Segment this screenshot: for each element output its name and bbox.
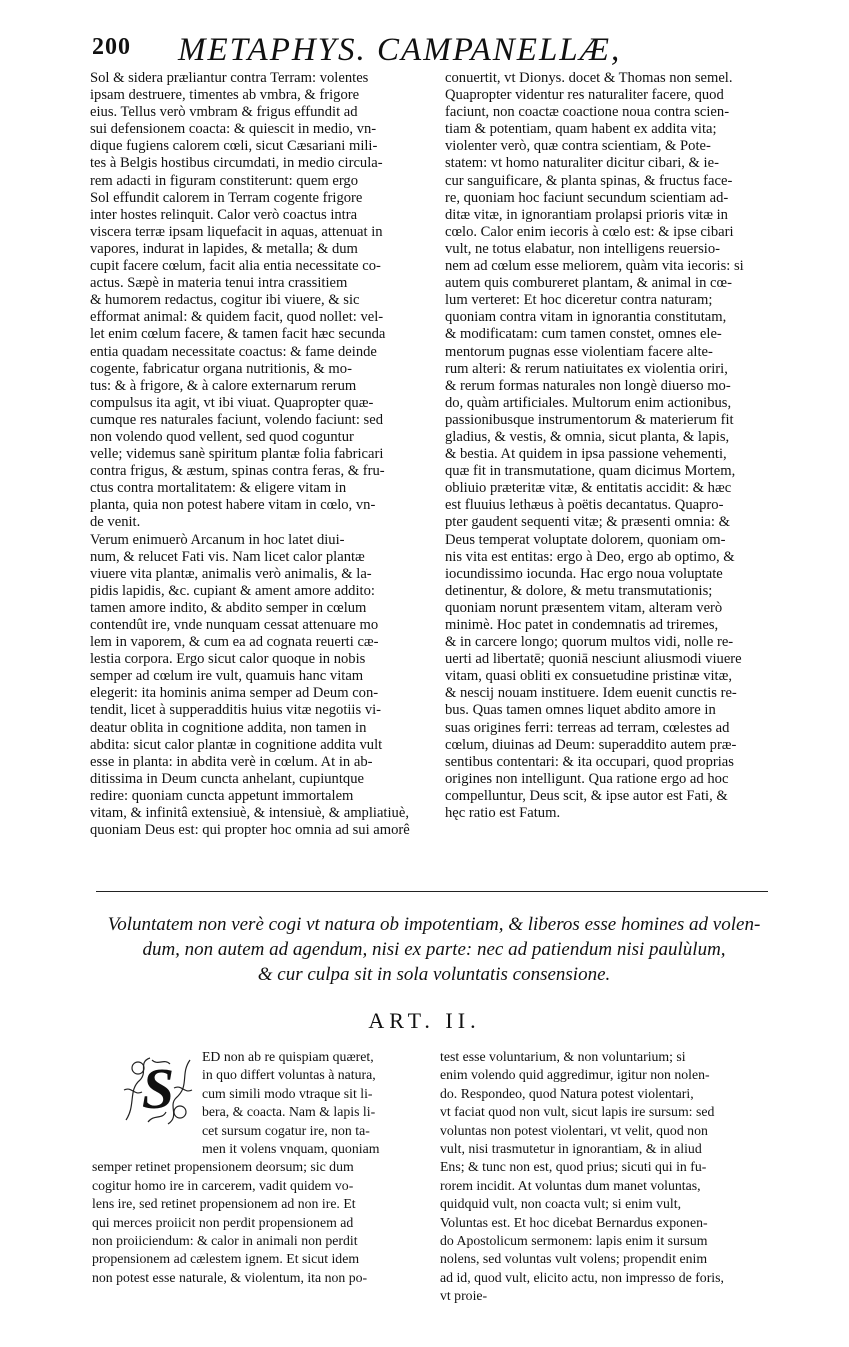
text-line: est fluuius lethæus à poëtis decantatus. Quapro- (445, 497, 724, 514)
right-column-top (445, 70, 770, 822)
text-line: sentibus contentari: & ita occupari, quod proprias (445, 753, 734, 770)
text-line: nis vita est entitas: ergo à Deo, ergo ab optimo, & (445, 548, 735, 565)
text-line: cupit facere cœlum, facit alia entia necessitate co- (90, 258, 381, 275)
text-line: Quapropter videntur res naturaliter facere, quod (445, 87, 724, 104)
left-column-bottom (92, 1048, 432, 1287)
text-line: esse in planta: in abdita verè in cœlum. At in ab- (90, 753, 373, 770)
text-line: cum simili modo vtraque sit li- (202, 1085, 373, 1101)
text-line: voluntas non potest violentari, vt velit, quod non (440, 1122, 708, 1138)
article-summary (94, 912, 774, 987)
text-line: enim volendo quid aggredimur, igitur non nolen- (440, 1067, 710, 1083)
text-line: non volendo quod vellent, sed quod coguntur (90, 428, 354, 445)
text-line: velle; videmus sanè spiritum plantæ folia fabricari (90, 446, 384, 463)
text-line: planta, quia non potest habere vitam in cœlo, vn- (90, 497, 376, 514)
page-header (92, 32, 772, 72)
text-line: rum alteri: & rerum natiuitates ex violentia oriri, (445, 360, 728, 377)
text-line: autem quis combureret plantam, & animal in cœ- (445, 275, 732, 292)
text-line: elegerit: ita hominis anima semper ad Deum con- (90, 685, 379, 702)
text-line: vt faciat quod non vult, sicut lapis ire sursum: sed (440, 1104, 715, 1120)
text-line: qui merces proiicit non perdit propensionem ad (92, 1214, 354, 1230)
text-line: let enim cœlum facere, & tamen facit hæc secunda (90, 326, 386, 343)
text-line: do. Respondeo, quod Natura potest violentari, (440, 1085, 694, 1101)
text-line: lem in vaporem, & cum ea ad cognata reuerti cæ- (90, 634, 379, 651)
text-line: rem adacti in figuram constiterunt: quem ergo (90, 172, 359, 189)
text-line: dique fugiens calorem cœli, sicut Cæsariani mili- (90, 138, 378, 155)
text-line: cœlum, diuinas ad Deum: superaddito autem præ- (445, 736, 737, 753)
text-line: quæ fit in transmutatione, quam dicimus Mortem, (445, 463, 736, 480)
text-line: ED non ab re quispiam quæret, (202, 1049, 374, 1064)
text-line: pidis lapidis, &c. cupiant & ament amore addito: (90, 582, 375, 599)
text-line: faciunt, non coactæ coactione noua contra scien- (445, 104, 730, 121)
text-line: quidquid vult, non coacta vult; si enim vult, (440, 1196, 682, 1212)
text-line: vt proie- (440, 1288, 488, 1304)
text-line: Voluntatem non verè cogi vt natura ob impotentiam, & liberos esse homines ad volen- (107, 914, 761, 935)
text-line: tendit, licet à supperadditis huius vitæ negotiis vi- (90, 702, 382, 719)
text-line: deatur oblita in cognitione addita, non tamen in (90, 719, 367, 736)
divider-rule (96, 891, 768, 892)
text-line: Sol effundit calorem in Terram cogente frigore (90, 189, 363, 206)
text-line: & nescij nouam instituere. Idem euenit cunctis re- (445, 685, 737, 702)
text-line: test esse voluntarium, & non voluntarium; si (440, 1049, 686, 1064)
page-number: 200 (92, 34, 131, 60)
text-line: vult, ne totus elabatur, non intelligens reuersio- (445, 240, 721, 257)
text-line: semper ad cœlum ire vult, quamuis hanc vitam (90, 668, 364, 685)
text-line: bera, & coacta. Nam & lapis li- (202, 1104, 376, 1120)
text-line: cur sanguificare, & planta spinas, & fructus face- (445, 172, 733, 189)
text-line: viuere vita plantæ, animalis verò animalis, & la- (90, 565, 372, 582)
text-line: uerti ad libertatē; quoniā nesciunt aliusmodi viuere (445, 651, 742, 668)
text-line: men it volens vnquam, quoniam (202, 1141, 380, 1157)
text-line: nolens, sed voluntas vult volens; propendit enim (440, 1251, 708, 1267)
text-line: cogente, fabricatur organa nutritionis, & mo- (90, 360, 352, 377)
text-line: re, quoniam hoc faciunt secundum scientiam ad- (445, 189, 729, 206)
text-line: non proiiciendum: & calor in animali non perdit (92, 1233, 358, 1249)
text-line: efformat animal: & quidem facit, quod nollet: vel- (90, 309, 384, 326)
running-title: METAPHYS. CAMPANELLÆ, (178, 32, 622, 68)
text-line: & bestia. At quidem in ipsa passione vehementi, (445, 446, 727, 463)
text-line: ipsam destruere, timentes ab vmbra, & frigore (90, 87, 360, 104)
text-line: Deus temperat voluptate dolorem, quoniam om- (445, 531, 726, 548)
text-line: tamen amore indito, & abdito semper in cœlum (90, 599, 367, 616)
text-line: quoniam contra vitam in ignorantia constitutam, (445, 309, 727, 326)
text-line: ditæ vitæ, in ignorantiam prolapsi prioris vitæ in (445, 206, 728, 223)
text-line: nem ad cœlum esse meliorem, quàm vita iecoris: si (445, 258, 744, 275)
text-line: de venit. (90, 514, 141, 531)
text-line: cogitur homo ire in carcerem, vadit quidem vo- (92, 1177, 354, 1193)
text-line: origines non intelligunt. Qua ratione ergo ad hoc (445, 770, 729, 787)
text-line: abdita: sicut calor plantæ in cognitione addita vult (90, 736, 383, 753)
text-line: Voluntas est. Et hoc dicebat Bernardus exponen- (440, 1214, 708, 1230)
text-line: semper retinet propensionem deorsum; sic dum (92, 1159, 354, 1175)
text-line: & in carcere longo; quorum multos vidi, nolle re- (445, 634, 734, 651)
text-line: passionibusque instrumentorum & materierum fit (445, 411, 734, 428)
text-line: rorem incidit. At voluntas dum manet voluntas, (440, 1177, 701, 1193)
text-line: redire: quoniam cuncta appetunt immortalem (90, 787, 354, 804)
text-line: num, & relucet Fati vis. Nam licet calor plantæ (90, 548, 365, 565)
text-line: vitam, & infinitâ extensiuè, & intensiuè, & ampliatiuè, (90, 805, 409, 822)
text-line: minimè. Hoc patet in condemnatis ad triremes, (445, 617, 719, 633)
text-line: Verum enimuerò Arcanum in hoc latet diui- (90, 531, 345, 548)
text-line: suas origines ferri: terreas ad terram, cœlestes ad (445, 719, 730, 736)
text-line: cœlo. Calor enim iecoris à cœlo est: & ipse cibari (445, 223, 734, 240)
text-line: entia quadam necessitate coactus: & fame deinde (90, 343, 377, 360)
text-line: ad id, quod vult, elicito actu, non impresso de foris, (440, 1269, 724, 1285)
text-line: inter hostes relinquit. Calor verò coactus intra (90, 206, 358, 223)
text-line: lens ire, sed retinet propensionem ad non ire. Et (92, 1196, 356, 1212)
text-line: vitam, quasi obliti ex consuetudine pristinæ vitæ, (445, 668, 732, 685)
text-line: contendût ire, vnde nunquam cessat attenuare mo (90, 617, 379, 633)
text-line: gladius, & vestis, & omnia, sicut planta, & lapis, (445, 428, 730, 445)
text-line: viscera terræ ipsam liquefacit in aquas, attenuat in (90, 223, 383, 240)
text-line: ctus contra mortalitatem: & eligere vitam in (90, 480, 347, 497)
text-line: & cur culpa sit in sola voluntatis consensione. (257, 964, 611, 985)
text-line: compelluntur, Deus scit, & ipse autor est Fati, & (445, 787, 728, 804)
text-line: & modificatam: cum tamen constet, omnes ele- (445, 326, 722, 343)
right-column-bottom (440, 1048, 765, 1306)
text-line: contra frigus, & æstum, spinas contra feras, & fru- (90, 463, 385, 480)
text-line: detinentur, & dolore, & metu transmutationis; (445, 582, 713, 599)
text-line: hęc ratio est Fatum. (445, 805, 561, 822)
text-line: lum verteret: Et hoc diceretur contra naturam; (445, 292, 713, 309)
text-line: Ens; & tunc non est, quod prius; sicuti qui in fu- (440, 1159, 707, 1175)
text-line: tus: & à frigore, & à calore externarum rerum (90, 377, 357, 394)
text-line: tes à Belgis hostibus circumdati, in medio circula- (90, 155, 383, 172)
text-line: Sol & sidera præliantur contra Terram: volentes (90, 70, 369, 86)
text-line: statem: vt homo naturaliter dicitur cibari, & ie- (445, 155, 719, 172)
text-line: actus. Sæpè in materia tenui intra crassitiem (90, 275, 348, 292)
text-line: vult, nisi trasmutetur in ignorantiam, & in aliud (440, 1141, 702, 1157)
text-line: quoniam Deus est: qui propter hoc omnia ad sui amorê (90, 822, 410, 839)
text-line: tiam & potentiam, quam habent ex addita vita; (445, 121, 717, 138)
left-column-top (90, 70, 430, 839)
text-line: obliuio præteritæ vitæ, & entitatis accidit: & hæc (445, 480, 732, 497)
text-line: lestia corpora. Ergo sicut calor quoque in nobis (90, 651, 366, 668)
text-line: propensionem ad cælestem ignem. Et sicut idem (92, 1251, 360, 1267)
text-line: vapores, indurat in lapides, & metalla; & dum (90, 240, 358, 257)
text-line: pter gaudent sequenti vitæ; & præsenti omnia: & (445, 514, 730, 531)
text-line: do, quàm artificiales. Multorum enim actionibus, (445, 394, 732, 411)
text-line: compulsus ita agit, vt ibi viuat. Quapropter quæ- (90, 394, 374, 411)
text-line: sui defensionem coacta: & quiescit in medio, vn- (90, 121, 377, 138)
text-line: cet sursum cogatur ire, non ta- (202, 1122, 370, 1138)
text-line: dum, non autem ad agendum, nisi ex parte: nec ad patiendum nisi paulùlum, (142, 939, 726, 960)
section-divider (96, 888, 768, 896)
text-line: in quo differt voluntas à natura, (202, 1067, 376, 1083)
svg-text:S: S (141, 1056, 175, 1121)
text-line: do Apostolicum sermonem: lapis enim it sursum (440, 1233, 708, 1249)
text-line: conuertit, vt Dionys. docet & Thomas non semel. (445, 70, 733, 86)
text-line: cumque res naturales faciunt, volendo faciunt: sed (90, 411, 383, 428)
text-line: quoniam norunt præsentem vitam, alteram verò (445, 599, 723, 616)
text-line: violenter verò, quæ contra scientiam, & Pote- (445, 138, 711, 155)
article-heading: ART. II. (368, 1008, 481, 1033)
text-line: non potest esse naturale, & violentum, ita non po- (92, 1269, 368, 1285)
text-line: & rerum formas naturales non longè diuerso mo- (445, 377, 731, 394)
text-line: ditissima in Deum cuncta anhelant, cupiuntque (90, 770, 364, 787)
text-line: eius. Tellus verò vmbram & frigus effundit ad (90, 104, 358, 121)
text-line: & humorem redactus, cogitur ibi viuere, & sic (90, 292, 360, 309)
text-line: iocundissimo iocunda. Hac ergo noua voluptate (445, 565, 723, 582)
text-line: mentorum pugnas esse violentiam facere alte- (445, 343, 713, 360)
text-line: bus. Quas tamen omnes liquet abdito amore in (445, 702, 716, 719)
